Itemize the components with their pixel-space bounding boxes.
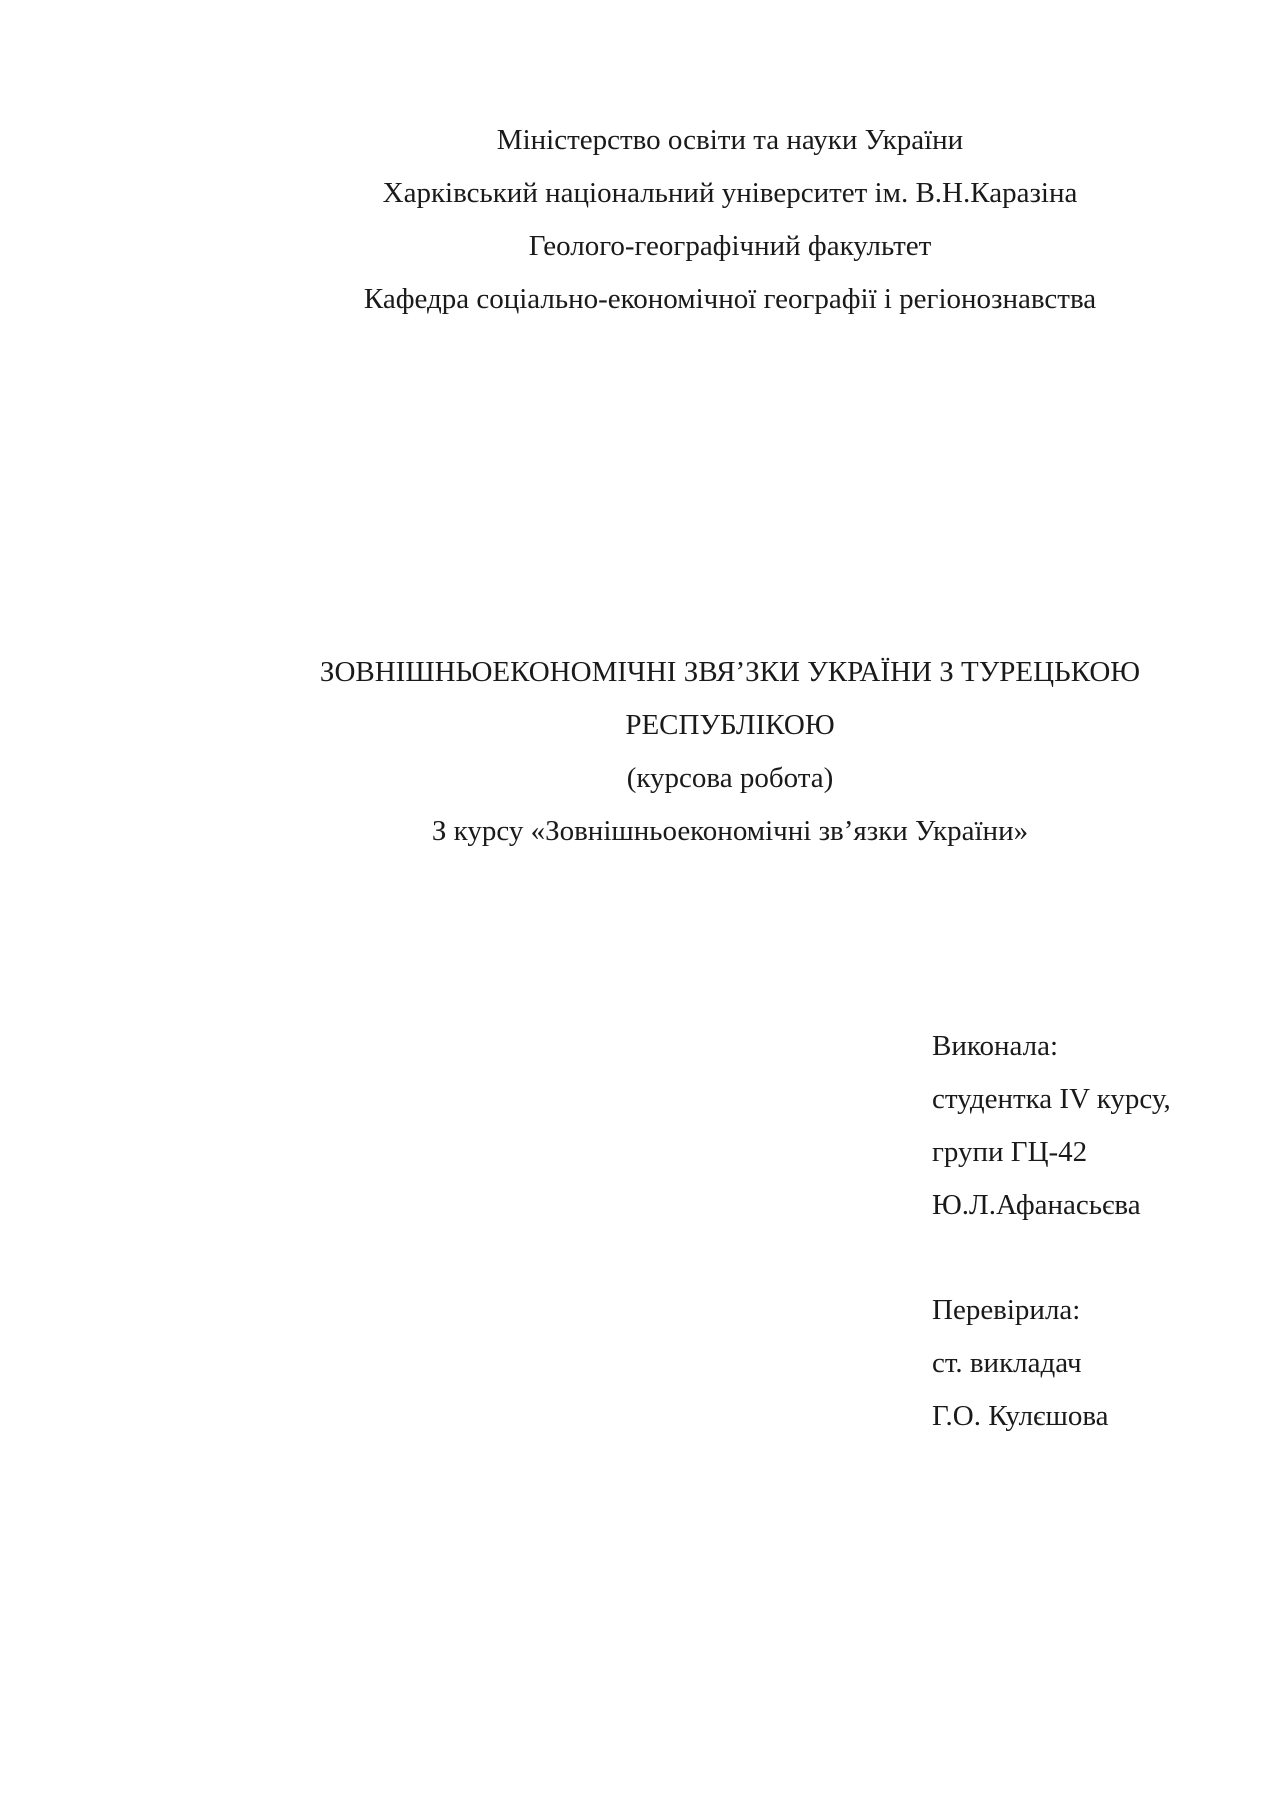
university-line: Харківський національний університет ім. В.Н.Каразіна	[382, 177, 1078, 209]
department-line: Кафедра соціально-економічної географії і регіонознавства	[363, 283, 1097, 315]
reviewer-position: ст. викладач	[932, 1347, 1082, 1379]
work-title-line-1: ЗОВНІШНЬОЕКОНОМІЧНІ ЗВЯ’ЗКИ УКРАЇНИ З ТУРЕЦЬКОЮ	[319, 656, 1141, 688]
author-name: Ю.Л.Афанасьєва	[932, 1189, 1141, 1221]
course-name: З курсу «Зовнішньоекономічні зв’язки України»	[431, 815, 1029, 847]
reviewer-name: Г.О. Кулєшова	[932, 1400, 1109, 1432]
faculty-line: Геолого-географічний факультет	[528, 230, 932, 262]
work-title-line-2: РЕСПУБЛІКОЮ	[625, 709, 835, 741]
author-group: групи ГЦ-42	[932, 1136, 1088, 1168]
author-role: студентка IV курсу,	[932, 1083, 1171, 1115]
work-type: (курсова робота)	[626, 762, 834, 794]
reviewer-label: Перевірила:	[932, 1294, 1081, 1326]
author-label: Виконала:	[932, 1030, 1059, 1062]
ministry-line: Міністерство освіти та науки України	[496, 124, 964, 156]
